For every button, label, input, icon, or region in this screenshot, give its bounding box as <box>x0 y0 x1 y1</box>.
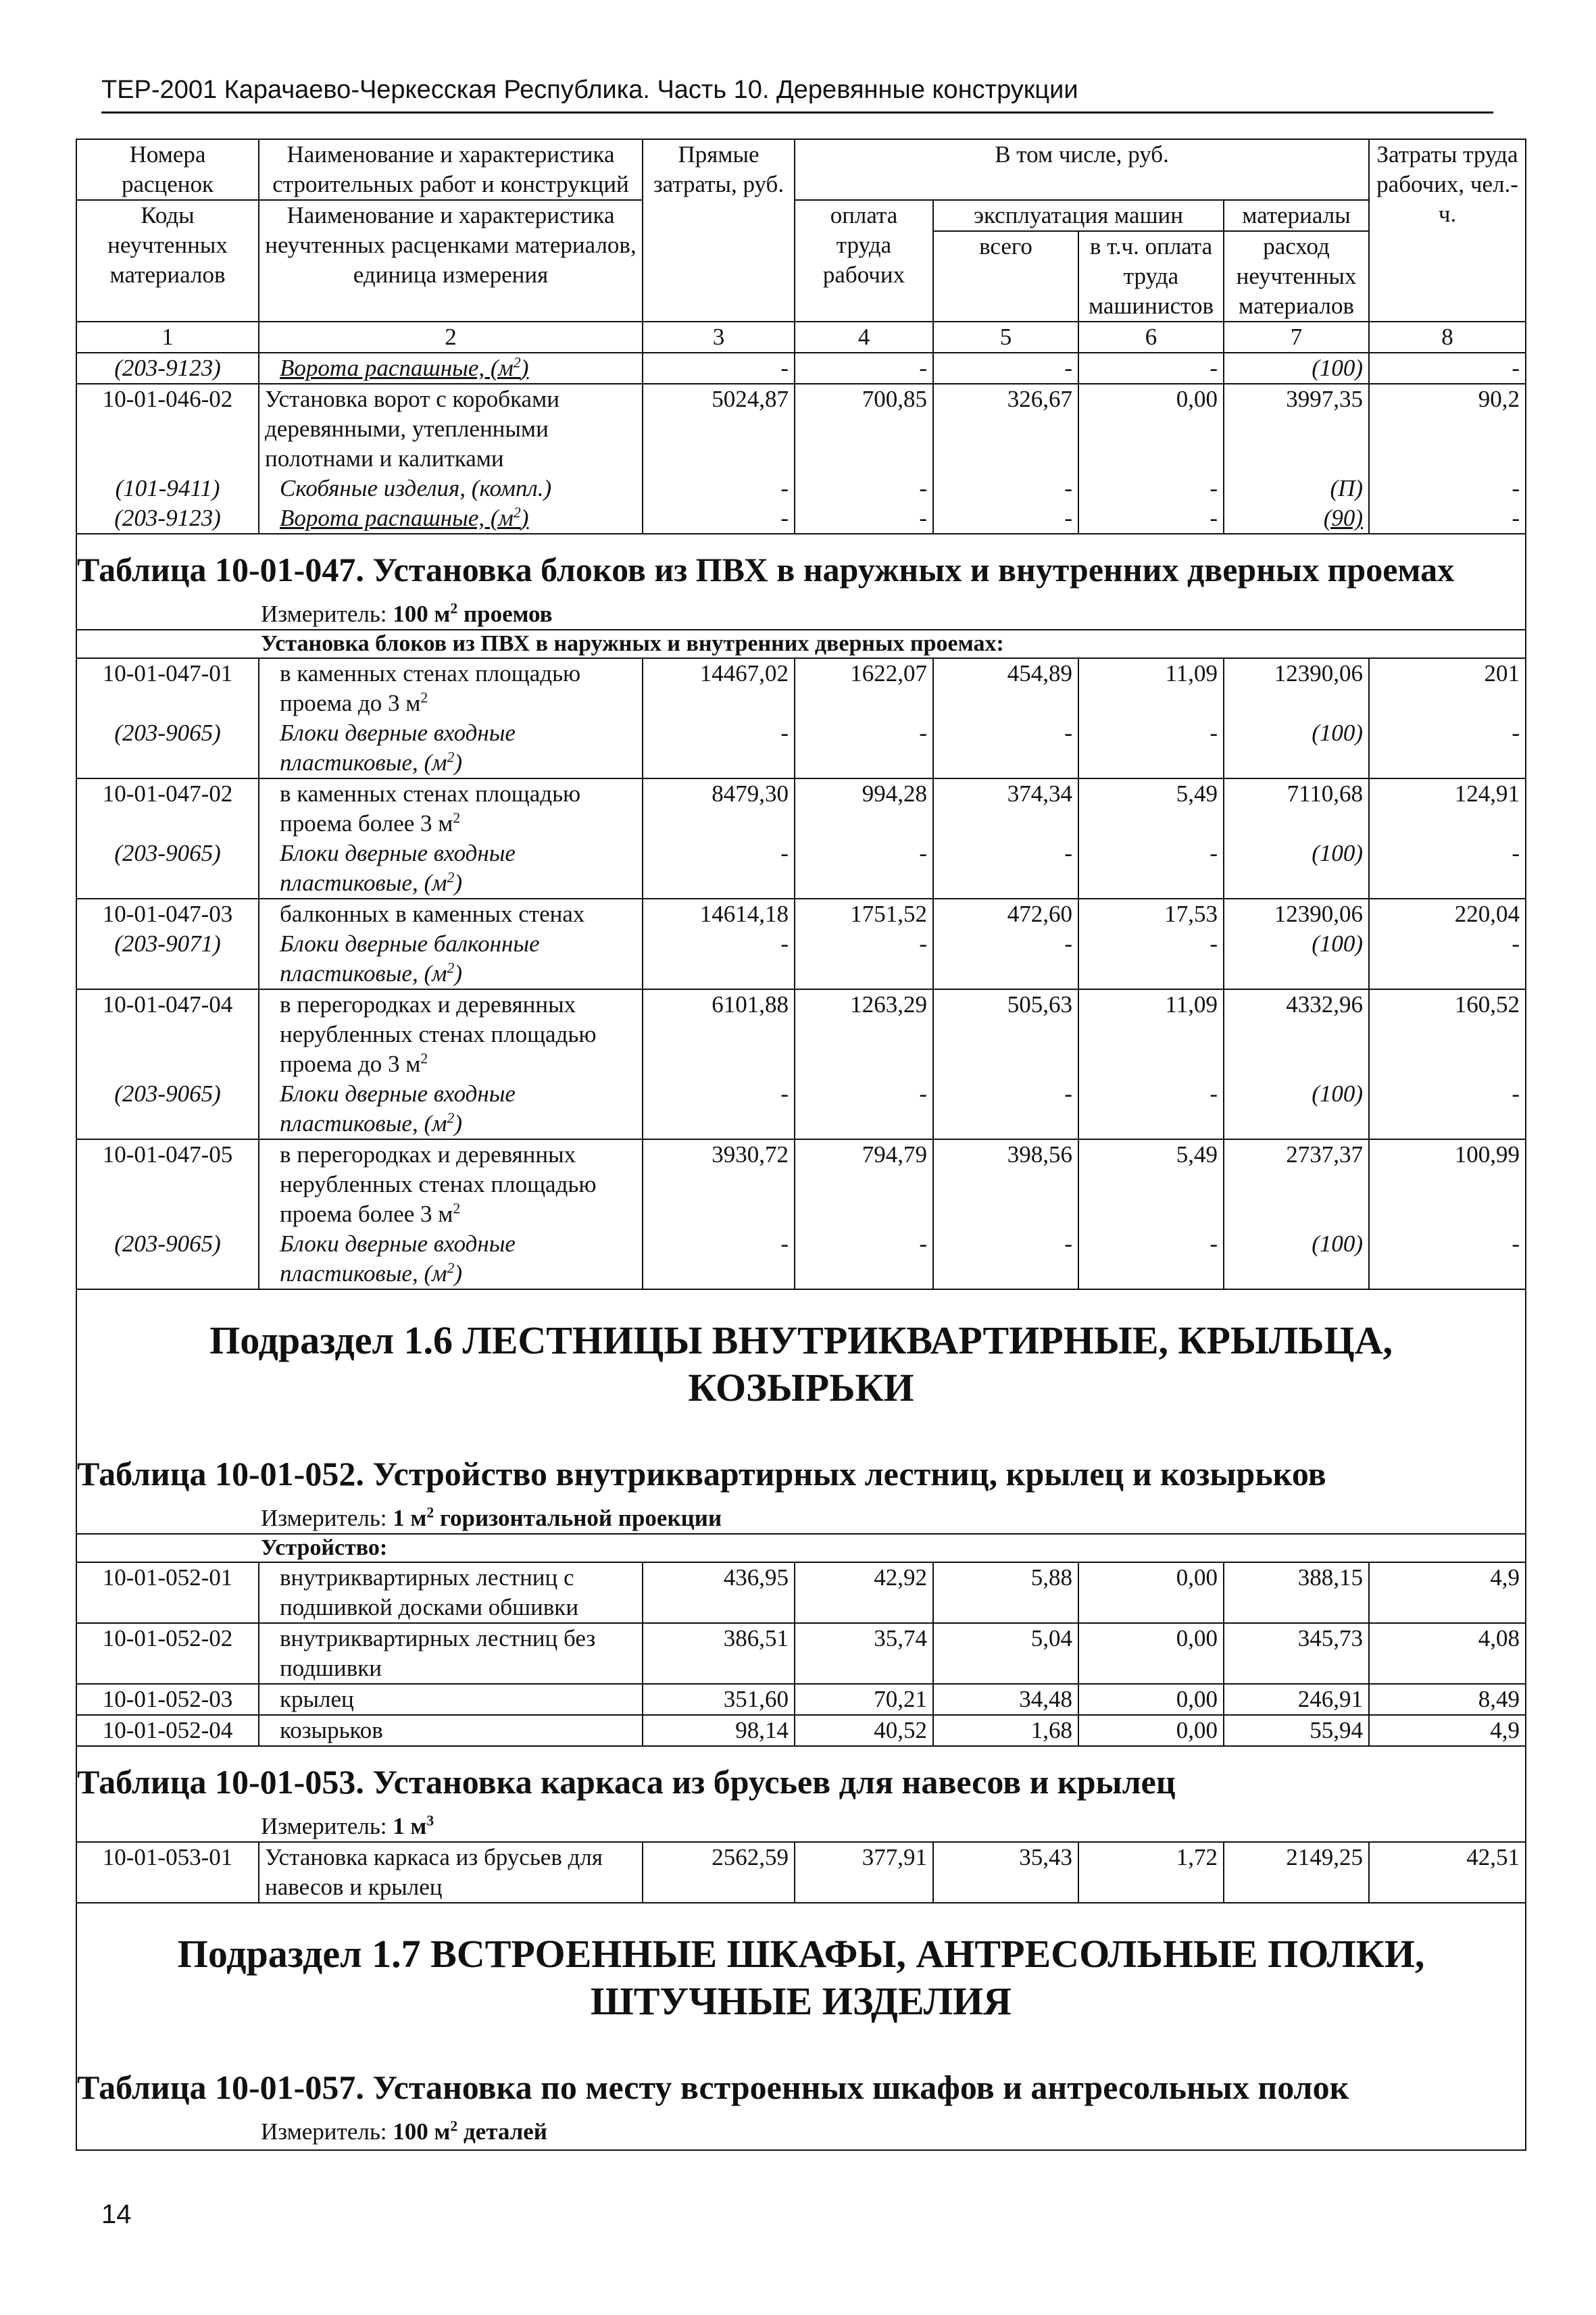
direct-costs: 351,60 <box>643 1684 795 1715</box>
rate-code: 10-01-052-03 <box>76 1684 259 1715</box>
section-title-row <box>76 1903 1526 2052</box>
labor-hours: - <box>1369 718 1526 778</box>
labor-hours: 160,52 <box>1369 989 1526 1079</box>
machines-total: 398,56 <box>933 1139 1078 1229</box>
wages: 1751,52 <box>795 899 933 929</box>
labor-hours: 4,08 <box>1369 1623 1526 1684</box>
rate-name: Установка каркаса из брусьев для навесов и крылец <box>259 1842 643 1903</box>
rate-row <box>76 1139 1526 1229</box>
machines-total: - <box>933 929 1078 989</box>
table-unit-row <box>76 593 1526 630</box>
wages: 42,92 <box>795 1562 933 1623</box>
group-heading-row <box>76 1534 1526 1562</box>
rate-name: крылец <box>259 1684 643 1715</box>
rate-name: балконных в каменных стенах <box>259 899 643 929</box>
table-title-row <box>76 1439 1526 1497</box>
col2-top-header: Наименование и характеристика строительных работ и конструкций <box>259 139 643 200</box>
table-unit: Измеритель: 1 $м^2$ горизонтальной проекции <box>76 1497 1526 1534</box>
wages: - <box>795 1079 933 1139</box>
table-title: Таблица 10-01-047. Установка блоков из ПВХ в наружных и внутренних дверных проемах <box>76 534 1526 593</box>
material-name: Блоки дверные входные пластиковые, $(м^2)$ <box>259 1229 643 1289</box>
machines-total: - <box>933 1079 1078 1139</box>
wages: 40,52 <box>795 1715 933 1746</box>
materials: (100) <box>1224 839 1369 899</box>
materials: (100) <box>1224 929 1369 989</box>
labor-hours: - <box>1369 474 1526 503</box>
labor-hours: - <box>1369 1229 1526 1289</box>
wages: 1622,07 <box>795 658 933 718</box>
wages: - <box>795 353 933 384</box>
table-047-body <box>76 658 1526 1289</box>
direct-costs: - <box>643 353 795 384</box>
labor-hours: 100,99 <box>1369 1139 1526 1229</box>
wages: - <box>795 503 933 534</box>
material-row <box>76 474 1526 503</box>
table-unit: Измеритель: 1 $м^3$ <box>76 1805 1526 1842</box>
col1-top-header: Номера расценок <box>76 139 259 200</box>
col2-bottom-header: Наименование и характеристика неучтенных расценками материалов, единица измерения <box>259 200 643 322</box>
rate-name: козырьков <box>259 1715 643 1746</box>
table-title: Таблица 10-01-052. Устройство внутриквартирных лестниц, крылец и козырьков <box>76 1439 1526 1497</box>
direct-costs: - <box>643 839 795 899</box>
column-number-row <box>76 322 1526 353</box>
rate-name: внутриквартирных лестниц с подшивкой досками обшивки <box>259 1562 643 1623</box>
rate-code: 10-01-047-02 <box>76 778 259 839</box>
materials: (100) <box>1224 718 1369 778</box>
rate-code: 10-01-052-04 <box>76 1715 259 1746</box>
table-unit-row <box>76 2110 1526 2150</box>
labor-hours: 201 <box>1369 658 1526 718</box>
wages-header: оплата труда рабочих <box>795 200 933 322</box>
column-header-row-1 <box>76 139 1526 200</box>
labor-hours: 4,9 <box>1369 1562 1526 1623</box>
section-title: Подраздел 1.7 ВСТРОЕННЫЕ ШКАФЫ, АНТРЕСОЛЬНЫЕ ПОЛКИ, ШТУЧНЫЕ ИЗДЕЛИЯ <box>76 1903 1526 2052</box>
rate-name: в каменных стенах площадью проема более 3 $м^2$ <box>259 778 643 839</box>
col1-bottom-header: Коды неучтенных материалов <box>76 200 259 322</box>
labor-hours: 4,9 <box>1369 1715 1526 1746</box>
wages: 700,85 <box>795 384 933 474</box>
machines-total: - <box>933 474 1078 503</box>
wages: - <box>795 474 933 503</box>
materials: (100) <box>1224 1229 1369 1289</box>
labor-hours: 124,91 <box>1369 778 1526 839</box>
machinist-wages: - <box>1078 718 1224 778</box>
table-unit-row <box>76 1805 1526 1842</box>
direct-costs: 14614,18 <box>643 899 795 929</box>
materials: (90) <box>1224 503 1369 534</box>
column-header-row-2 <box>76 200 1526 231</box>
direct-costs: 6101,88 <box>643 989 795 1079</box>
rate-name: Установка ворот с коробками деревянными, утепленными полотнами и калитками <box>259 384 643 474</box>
table-unit-row <box>76 1497 1526 1534</box>
machinist-wages: 0,00 <box>1078 1715 1224 1746</box>
machines-total: 34,48 <box>933 1684 1078 1715</box>
machines-total: - <box>933 718 1078 778</box>
machinist-wages: 0,00 <box>1078 1684 1224 1715</box>
machinist-wages: 1,72 <box>1078 1842 1224 1903</box>
machines-total: 454,89 <box>933 658 1078 718</box>
machinist-wages: 0,00 <box>1078 384 1224 474</box>
unaccounted-materials-header: расход неучтенных материалов <box>1224 231 1369 322</box>
material-name: Ворота распашные, $(м^2)$ <box>259 353 643 384</box>
rate-row <box>76 384 1526 474</box>
rate-code: 10-01-053-01 <box>76 1842 259 1903</box>
machines-total: 35,43 <box>933 1842 1078 1903</box>
running-header: ТЕР-2001 Карачаево-Черкесская Республика. Часть 10. Деревянные конструкции <box>101 76 1078 104</box>
wages: 377,91 <box>795 1842 933 1903</box>
labor-hours: - <box>1369 1079 1526 1139</box>
including-header: В том числе, руб. <box>795 139 1369 200</box>
machines-total: 326,67 <box>933 384 1078 474</box>
table-title-row <box>76 534 1526 593</box>
direct-costs: 14467,02 <box>643 658 795 718</box>
materials: (100) <box>1224 1079 1369 1139</box>
labor-hours-header: Затраты труда рабочих, чел.-ч. <box>1369 139 1526 322</box>
machines-total-header: всего <box>933 231 1078 322</box>
labor-hours: - <box>1369 929 1526 989</box>
material-row <box>76 718 1526 778</box>
material-name: Блоки дверные входные пластиковые, $(м^2)$ <box>259 1079 643 1139</box>
machinist-wages: - <box>1078 1229 1224 1289</box>
materials: (100) <box>1224 353 1369 384</box>
section-title: Подраздел 1.6 ЛЕСТНИЦЫ ВНУТРИКВАРТИРНЫЕ, КРЫЛЬЦА, КОЗЫРЬКИ <box>76 1289 1526 1439</box>
table-052-body <box>76 1562 1526 1746</box>
direct-costs: 3930,72 <box>643 1139 795 1229</box>
machinist-wages: - <box>1078 353 1224 384</box>
col-num: 6 <box>1078 322 1224 353</box>
direct-costs: 98,14 <box>643 1715 795 1746</box>
direct-costs: - <box>643 474 795 503</box>
rate-name: в каменных стенах площадью проема до 3 $м^2$ <box>259 658 643 718</box>
rate-code: 10-01-052-02 <box>76 1623 259 1684</box>
direct-costs: - <box>643 1229 795 1289</box>
direct-costs: - <box>643 718 795 778</box>
material-row <box>76 1079 1526 1139</box>
machines-total: - <box>933 1229 1078 1289</box>
labor-hours: 8,49 <box>1369 1684 1526 1715</box>
rate-code: 10-01-047-03 <box>76 899 259 929</box>
machinist-wages: - <box>1078 474 1224 503</box>
rate-row <box>76 1842 1526 1903</box>
rate-row <box>76 778 1526 839</box>
materials: 3997,35 <box>1224 384 1369 474</box>
wages: 1263,29 <box>795 989 933 1079</box>
table-title: Таблица 10-01-057. Установка по месту встроенных шкафов и антресольных полок <box>76 2052 1526 2110</box>
rate-code: 10-01-052-01 <box>76 1562 259 1623</box>
direct-costs: 5024,87 <box>643 384 795 474</box>
material-row <box>76 353 1526 384</box>
machinist-wages: - <box>1078 839 1224 899</box>
rate-name: внутриквартирных лестниц без подшивки <box>259 1623 643 1684</box>
material-code: (203-9071) <box>76 929 259 989</box>
group-heading: Устройство: <box>76 1534 1526 1562</box>
material-code: (203-9065) <box>76 1229 259 1289</box>
col-num: 4 <box>795 322 933 353</box>
material-code: (101-9411) <box>76 474 259 503</box>
machinist-wages: 11,09 <box>1078 989 1224 1079</box>
direct-costs: - <box>643 929 795 989</box>
material-row <box>76 503 1526 534</box>
group-heading: Установка блоков из ПВХ в наружных и внутренних дверных проемах: <box>76 630 1526 658</box>
direct-costs: - <box>643 1079 795 1139</box>
labor-hours: - <box>1369 353 1526 384</box>
material-name: Скобяные изделия, (компл.) <box>259 474 643 503</box>
machinist-wages: 0,00 <box>1078 1562 1224 1623</box>
labor-hours: 220,04 <box>1369 899 1526 929</box>
materials: 388,15 <box>1224 1562 1369 1623</box>
col-num: 2 <box>259 322 643 353</box>
rate-name: в перегородках и деревянных нерубленных стенах площадью проема более 3 $м^2$ <box>259 1139 643 1229</box>
machines-total: - <box>933 353 1078 384</box>
material-row <box>76 1229 1526 1289</box>
table-unit: Измеритель: 100 $м^2$ проемов <box>76 593 1526 630</box>
rate-name: в перегородках и деревянных нерубленных стенах площадью проема до 3 $м^2$ <box>259 989 643 1079</box>
machines-total: 505,63 <box>933 989 1078 1079</box>
labor-hours: 42,51 <box>1369 1842 1526 1903</box>
rate-code: 10-01-047-05 <box>76 1139 259 1229</box>
col-num: 1 <box>76 322 259 353</box>
labor-hours: - <box>1369 503 1526 534</box>
material-code: (203-9123) <box>76 353 259 384</box>
labor-hours: 90,2 <box>1369 384 1526 474</box>
wages: - <box>795 718 933 778</box>
rate-row <box>76 989 1526 1079</box>
rate-row <box>76 1715 1526 1746</box>
rate-row <box>76 1623 1526 1684</box>
table-unit: Измеритель: 100 $м^2$ деталей <box>76 2110 1526 2150</box>
table-title-row <box>76 1746 1526 1805</box>
material-code: (203-9123) <box>76 503 259 534</box>
material-row <box>76 929 1526 989</box>
header-rule <box>101 111 1493 114</box>
col-num: 5 <box>933 322 1078 353</box>
machinist-wages: 11,09 <box>1078 658 1224 718</box>
labor-hours: - <box>1369 839 1526 899</box>
wages: 70,21 <box>795 1684 933 1715</box>
direct-costs-header: Прямые затраты, руб. <box>643 139 795 322</box>
rate-row <box>76 658 1526 718</box>
table-title: Таблица 10-01-053. Установка каркаса из брусьев для навесов и крылец <box>76 1746 1526 1805</box>
materials: (П) <box>1224 474 1369 503</box>
machinist-wages: 5,49 <box>1078 1139 1224 1229</box>
machinist-wages-header: в т.ч. оплата труда машинистов <box>1078 231 1224 322</box>
wages: - <box>795 839 933 899</box>
direct-costs: 436,95 <box>643 1562 795 1623</box>
materials: 12390,06 <box>1224 658 1369 718</box>
material-code: (203-9065) <box>76 718 259 778</box>
materials: 7110,68 <box>1224 778 1369 839</box>
machines-total: 472,60 <box>933 899 1078 929</box>
wages: - <box>795 1229 933 1289</box>
machinist-wages: 5,49 <box>1078 778 1224 839</box>
material-code: (203-9065) <box>76 1079 259 1139</box>
rate-row <box>76 1684 1526 1715</box>
material-row <box>76 839 1526 899</box>
material-name: Ворота распашные, $(м^2)$ <box>259 503 643 534</box>
machinist-wages: 0,00 <box>1078 1623 1224 1684</box>
rate-code: 10-01-046-02 <box>76 384 259 474</box>
machinist-wages: 17,53 <box>1078 899 1224 929</box>
wages: - <box>795 929 933 989</box>
col-num: 7 <box>1224 322 1369 353</box>
machines-total: - <box>933 503 1078 534</box>
machines-header: эксплуатация машин <box>933 200 1224 231</box>
table-title-row <box>76 2052 1526 2110</box>
material-code: (203-9065) <box>76 839 259 899</box>
rate-row <box>76 899 1526 929</box>
machines-total: 374,34 <box>933 778 1078 839</box>
rate-code: 10-01-047-01 <box>76 658 259 718</box>
rates-table <box>76 139 1526 2151</box>
machinist-wages: - <box>1078 503 1224 534</box>
col-num: 8 <box>1369 322 1526 353</box>
col-num: 3 <box>643 322 795 353</box>
materials-header: материалы <box>1224 200 1369 231</box>
materials: 55,94 <box>1224 1715 1369 1746</box>
page-number: 14 <box>101 2199 132 2229</box>
direct-costs: - <box>643 503 795 534</box>
machines-total: 5,04 <box>933 1623 1078 1684</box>
material-name: Блоки дверные входные пластиковые, $(м^2)$ <box>259 839 643 899</box>
materials: 12390,06 <box>1224 899 1369 929</box>
rate-code: 10-01-047-04 <box>76 989 259 1079</box>
group-heading-row <box>76 630 1526 658</box>
rate-row <box>76 1562 1526 1623</box>
material-name: Блоки дверные балконные пластиковые, $(м^2)$ <box>259 929 643 989</box>
materials: 246,91 <box>1224 1684 1369 1715</box>
wages: 794,79 <box>795 1139 933 1229</box>
machines-total: - <box>933 839 1078 899</box>
machines-total: 5,88 <box>933 1562 1078 1623</box>
material-name: Блоки дверные входные пластиковые, $(м^2)$ <box>259 718 643 778</box>
materials: 2149,25 <box>1224 1842 1369 1903</box>
section-title-row <box>76 1289 1526 1439</box>
materials: 2737,37 <box>1224 1139 1369 1229</box>
materials: 4332,96 <box>1224 989 1369 1079</box>
direct-costs: 8479,30 <box>643 778 795 839</box>
machinist-wages: - <box>1078 929 1224 989</box>
direct-costs: 386,51 <box>643 1623 795 1684</box>
wages: 35,74 <box>795 1623 933 1684</box>
machinist-wages: - <box>1078 1079 1224 1139</box>
machines-total: 1,68 <box>933 1715 1078 1746</box>
wages: 994,28 <box>795 778 933 839</box>
materials: 345,73 <box>1224 1623 1369 1684</box>
direct-costs: 2562,59 <box>643 1842 795 1903</box>
